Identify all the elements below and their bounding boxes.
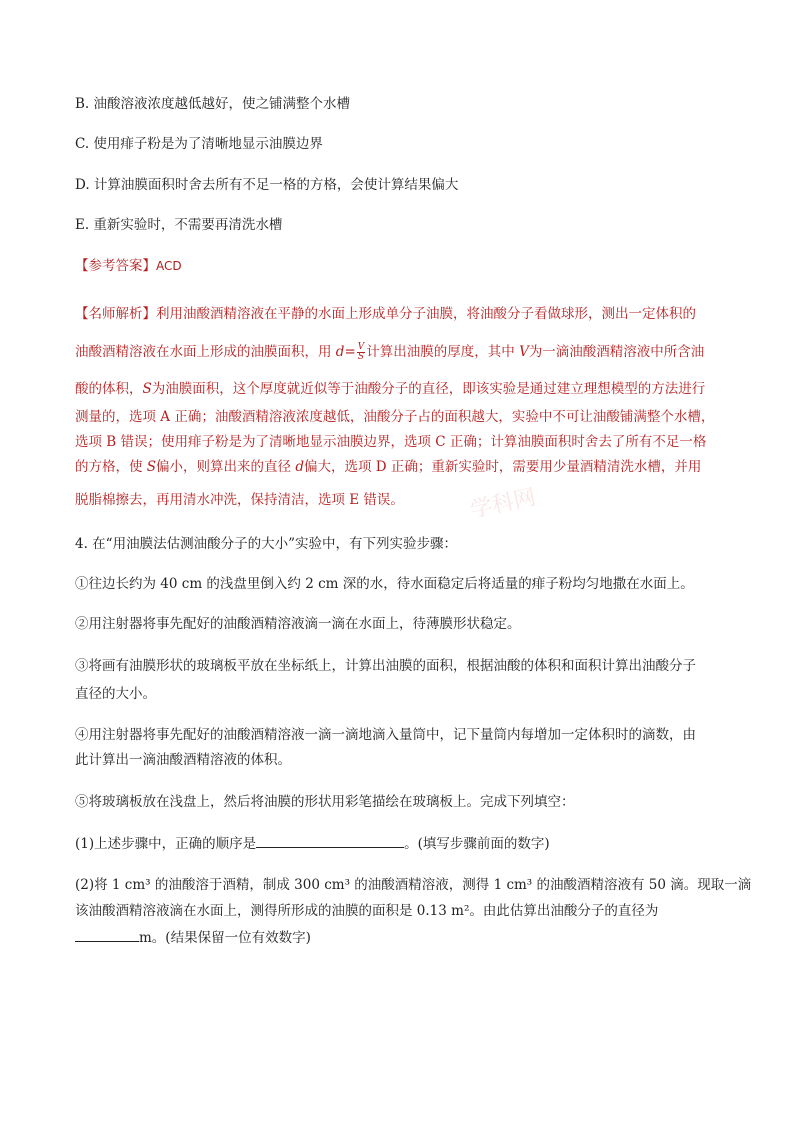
sub-question-2-line-2: 该油酸酒精溶液滴在水面上，测得所形成的油膜的面积是 0.13 m²。由此估算出油酸分子的直径为 (75, 903, 659, 919)
reference-answer (75, 256, 182, 276)
step-5: ⑤将玻璃板放在浅盘上，然后将油膜的形状用彩笔描绘在玻璃板上。完成下列填空： (75, 794, 575, 810)
step-1: ①往边长约为 40 cm 的浅盘里倒入约 2 cm 深的水，待水面稳定后将适量的痱子粉均匀地撒在水面上。 (75, 576, 694, 592)
analysis-line-3: 酸的体积，S为油膜面积，这个厚度就近似等于油酸分子的直径，即该实验是通过建立理想模型的方法进行 (75, 381, 706, 397)
analysis-line-2: 油酸酒精溶液在水面上形成的油膜面积，用 d= $\frac{V}{S}$ 计算出油膜的厚度，其中 V为一滴油酸酒精溶液中所含油 (75, 342, 705, 362)
step-2: ②用注射器将事先配好的油酸酒精溶液滴一滴在水面上，待薄膜形状稳定。 (75, 616, 521, 632)
option-c: C. 使用痱子粉是为了清晰地显示油膜边界 (75, 136, 323, 152)
analysis-label: 【名师解析】 (75, 306, 156, 322)
step-4-line-2: 此计算出一滴油酸酒精溶液的体积。 (75, 752, 291, 768)
formula-fraction: $\frac{V}{S}$ (357, 342, 365, 362)
analysis-line-7: 脱脂棉擦去，再用清水冲洗，保持清洁，选项 E 错误。 (75, 492, 404, 508)
watermark-logo: 学科网 (468, 485, 539, 524)
step-3-line-2: 直径的大小。 (75, 686, 156, 702)
sub-question-1: (1)上述步骤中，正确的顺序是 。(填写步骤前面的数字) (75, 833, 550, 854)
option-d: D. 计算油膜面积时舍去所有不足一格的方格，会使计算结果偏大 (75, 177, 459, 193)
answer-value: ACD (156, 259, 182, 273)
sub-question-2-line-3: m。(结果保留一位有效数字) (75, 927, 311, 948)
option-b: B. 油酸溶液浓度越低越好，使之铺满整个水槽 (75, 96, 351, 112)
analysis-line-1: 【名师解析】利用油酸酒精溶液在平静的水面上形成单分子油膜，将油酸分子看做球形，测出一定体积的 (75, 306, 696, 322)
step-3-line-1: ③将画有油膜形状的玻璃板平放在坐标纸上，计算出油膜的面积，根据油酸的体积和面积计算出油酸分子 (75, 658, 696, 674)
answer-label: 【参考答案】 (75, 258, 156, 274)
question-4-stem: 4. 在“用油膜法估测油酸分子的大小”实验中，有下列实验步骤： (75, 536, 457, 552)
step-4-line-1: ④用注射器将事先配好的油酸酒精溶液一滴一滴地滴入量筒中，记下量筒内每增加一定体积时的滴数，由 (75, 727, 696, 743)
answer-blank-1[interactable] (256, 833, 404, 848)
analysis-line-5: 选项 B 错误；使用痱子粉是为了清晰地显示油膜边界，选项 C 正确；计算油膜面积时舍去了所有不足一格 (75, 434, 707, 450)
analysis-line-6: 的方格，使 S偏小，则算出来的直径 d偏大，选项 D 正确；重新实验时，需要用少量酒精清洗水槽，并用 (75, 459, 702, 475)
analysis-line-4: 测量的，选项 A 正确；油酸酒精溶液浓度越低，油酸分子占的面积越大，实验中不可让油酸铺满整个水槽， (75, 409, 715, 425)
sub-question-2-line-1: (2)将 1 cm³ 的油酸溶于酒精，制成 300 cm³ 的油酸酒精溶液，测得 1 cm³ 的油酸酒精溶液有 50 滴。现取一滴 (75, 877, 752, 893)
option-e: E. 重新实验时，不需要再清洗水槽 (75, 217, 283, 233)
answer-blank-2[interactable] (75, 927, 139, 942)
